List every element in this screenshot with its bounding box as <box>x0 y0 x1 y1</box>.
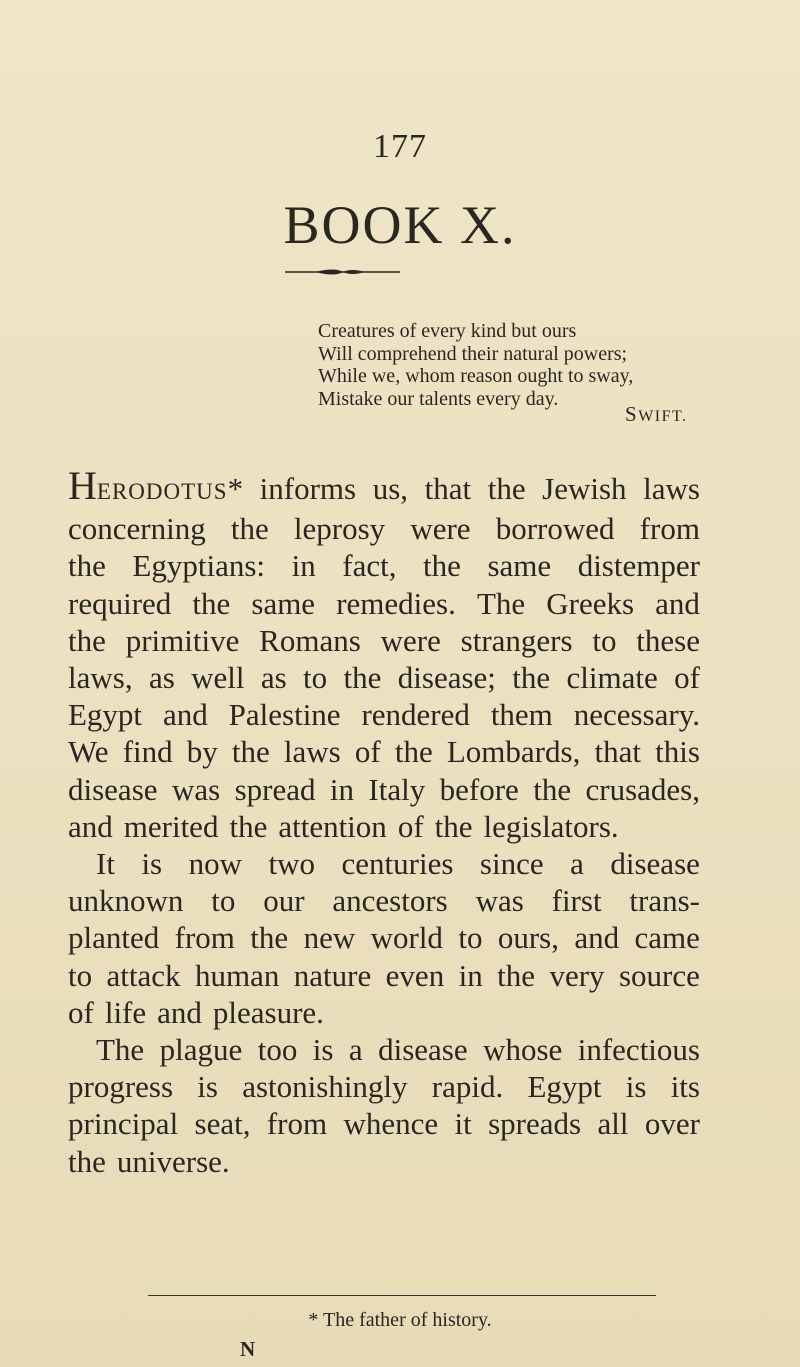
body-word: Italy <box>368 771 426 807</box>
body-word: find <box>122 734 173 770</box>
book-title: BOOK X. <box>283 195 517 255</box>
body-word: the <box>231 734 270 770</box>
body-line <box>68 882 700 919</box>
body-word: universe. <box>116 1143 230 1179</box>
body-word: principal <box>68 1106 179 1142</box>
body-word: by <box>186 734 218 770</box>
body-word: and <box>68 808 113 844</box>
body-line-first <box>68 463 700 510</box>
body-word: from <box>266 1106 328 1142</box>
body-word: borrowed <box>495 511 615 547</box>
body-line <box>68 1143 700 1180</box>
body-word: came <box>634 920 700 956</box>
body-word: concerning <box>68 511 206 547</box>
body-word: the <box>68 622 106 658</box>
body-word: well <box>191 660 245 696</box>
body-word: too <box>257 1032 298 1068</box>
body-word: in <box>329 771 354 807</box>
body-word: to <box>68 957 93 993</box>
body-line <box>68 733 700 770</box>
body-word: trans- <box>629 883 700 919</box>
body-word: since <box>479 846 544 882</box>
epigraph-line: Creatures of every kind but ours <box>318 320 577 342</box>
opening-word <box>68 463 244 510</box>
body-word: infectious <box>577 1032 700 1068</box>
body-word: were <box>380 622 441 658</box>
body-word: laws <box>643 471 700 506</box>
body-word: from <box>174 920 235 956</box>
body-word: Jewish <box>542 471 627 506</box>
body-word: and <box>157 994 202 1030</box>
body-line <box>68 659 700 696</box>
body-word: the <box>394 734 433 770</box>
body-word: nature <box>293 957 372 993</box>
body-line <box>68 1068 700 1105</box>
body-word: and <box>162 697 208 733</box>
epigraph-line: Will comprehend their natural powers; <box>318 342 628 365</box>
body-word: is <box>197 1069 218 1105</box>
body-word: the <box>230 511 269 547</box>
footnote: * The father of history. <box>308 1309 492 1331</box>
body-word: to <box>303 660 328 696</box>
body-line <box>68 696 700 733</box>
body-word: disease <box>68 771 158 807</box>
body-word: legislators. <box>483 808 619 844</box>
body-word: as <box>260 660 287 696</box>
body-word: life <box>104 994 147 1030</box>
signature-mark: N <box>240 1337 256 1361</box>
footnote-rule <box>148 1295 656 1296</box>
body-word: same <box>487 548 552 584</box>
body-word: in <box>458 957 483 993</box>
body-word: Lombards, <box>446 734 581 770</box>
body-word: disease; <box>397 660 496 696</box>
body-word: disease <box>378 1032 468 1068</box>
body-word: of <box>674 660 700 696</box>
body-word: disease <box>610 846 700 882</box>
body-word: Greeks <box>546 585 635 621</box>
body-word: distemper <box>577 548 700 584</box>
body-word: centuries <box>341 846 454 882</box>
body-word: very <box>549 957 605 993</box>
body-word: the <box>229 808 268 844</box>
body-word: laws, <box>68 660 133 696</box>
body-word: unknown <box>68 883 184 919</box>
body-word: from <box>639 511 700 547</box>
body-word: whence <box>343 1106 439 1142</box>
body-word: to <box>458 920 483 956</box>
body-word: in <box>291 548 316 584</box>
body-word: rendered <box>361 697 470 733</box>
body-word: a <box>348 1032 363 1068</box>
body-word: attention <box>278 808 387 844</box>
body-word: Egypt <box>68 697 143 733</box>
body-word: now <box>188 846 243 882</box>
body-word: and <box>655 585 700 621</box>
body-line <box>68 845 700 882</box>
body-word: was <box>171 771 221 807</box>
body-word: crusades, <box>585 771 700 807</box>
body-word: ours, <box>497 920 559 956</box>
body-word: that <box>594 734 641 770</box>
body-word: The <box>96 1032 145 1068</box>
page-number: 177 <box>373 128 427 165</box>
body-word: The <box>476 585 526 621</box>
body-word: to <box>592 622 617 658</box>
attribution-rest: WIFT. <box>638 408 688 425</box>
body-word: source <box>618 957 700 993</box>
body-word: is <box>312 1032 334 1068</box>
body-line <box>68 1105 700 1142</box>
body-word: and <box>574 920 620 956</box>
body-word: spread <box>234 771 316 807</box>
body-word: necessary. <box>573 697 700 733</box>
body-line <box>68 547 700 584</box>
body-word: first <box>551 883 602 919</box>
body-line <box>68 1031 700 1068</box>
body-word: human <box>194 957 280 993</box>
body-word: attack <box>106 957 181 993</box>
body-word: two <box>268 846 316 882</box>
body-word: whose <box>483 1032 563 1068</box>
body-word: Palestine <box>228 697 341 733</box>
body-word: before <box>439 771 519 807</box>
epigraph-line: Mistake our talents every day. <box>318 387 559 410</box>
body-word: remedies. <box>336 585 456 621</box>
body-word: astonishingly <box>242 1069 408 1105</box>
body-word: planted <box>68 920 160 956</box>
body-word: new <box>303 920 356 956</box>
body-line <box>68 510 700 547</box>
body-word: the <box>68 1143 106 1179</box>
body-text <box>68 463 700 1180</box>
body-word: the <box>343 660 382 696</box>
body-word: seat, <box>194 1106 251 1142</box>
body-word: primitive <box>125 622 240 658</box>
body-word: fact, <box>342 548 397 584</box>
body-word: progress <box>68 1069 174 1105</box>
body-word: climate <box>566 660 658 696</box>
body-word: the <box>497 957 536 993</box>
body-word: the <box>250 920 289 956</box>
epigraph-line: While we, whom reason ought to sway, <box>318 365 634 387</box>
body-word: were <box>410 511 471 547</box>
body-line <box>68 585 700 622</box>
body-word: Romans <box>259 622 361 658</box>
body-word: them <box>490 697 553 733</box>
body-word: the <box>434 808 473 844</box>
opening-smallcaps: ERODOTUS <box>96 479 228 504</box>
body-word: informs <box>259 471 357 506</box>
body-word: its <box>670 1069 700 1105</box>
body-word: leprosy <box>293 511 386 547</box>
body-word: these <box>636 622 700 658</box>
body-word: of <box>397 808 424 844</box>
body-word: over <box>644 1106 700 1142</box>
body-word: spreads <box>488 1106 582 1142</box>
attribution-initial: S <box>625 402 639 426</box>
body-word: even <box>385 957 445 993</box>
body-word: that <box>424 471 472 506</box>
body-word: to <box>211 883 236 919</box>
body-word: plague <box>159 1032 243 1068</box>
ornament-rule <box>285 266 400 278</box>
body-word: We <box>68 734 109 770</box>
body-word: is <box>625 1069 647 1105</box>
drop-cap: H <box>68 463 97 508</box>
body-line <box>68 957 700 994</box>
epigraph-attribution <box>625 402 688 427</box>
body-word: Egyptians: <box>132 548 266 584</box>
body-word: it <box>454 1106 472 1142</box>
body-word: the <box>512 660 551 696</box>
body-word: the <box>192 585 231 621</box>
body-word: same <box>251 585 316 621</box>
body-word: of <box>68 994 94 1030</box>
body-word: strangers <box>460 622 573 658</box>
body-word: laws <box>283 734 341 770</box>
body-word: our <box>263 883 305 919</box>
body-word: pleasure. <box>212 994 324 1030</box>
body-word: the <box>68 548 106 584</box>
body-word: It <box>96 846 115 882</box>
body-word: all <box>597 1106 629 1142</box>
body-word: us, <box>372 471 409 506</box>
body-word: as <box>148 660 175 696</box>
body-line <box>68 919 700 956</box>
body-word: world <box>370 920 443 956</box>
body-word: this <box>655 734 700 770</box>
body-word: is <box>141 846 163 882</box>
body-word: merited <box>123 808 219 844</box>
body-word: of <box>354 734 381 770</box>
body-word: was <box>475 883 524 919</box>
body-word: Egypt <box>527 1069 602 1105</box>
body-word: ancestors <box>332 883 448 919</box>
body-word: the <box>423 548 461 584</box>
body-line <box>68 994 700 1031</box>
body-line <box>68 771 700 808</box>
body-word: required <box>68 585 172 621</box>
body-word: rapid. <box>431 1069 504 1105</box>
body-word: the <box>487 471 526 506</box>
body-word: the <box>533 771 572 807</box>
body-line <box>68 622 700 659</box>
body-word: a <box>570 846 584 882</box>
body-line <box>68 808 700 845</box>
epigraph <box>318 320 633 410</box>
footnote-marker: * <box>227 471 244 506</box>
